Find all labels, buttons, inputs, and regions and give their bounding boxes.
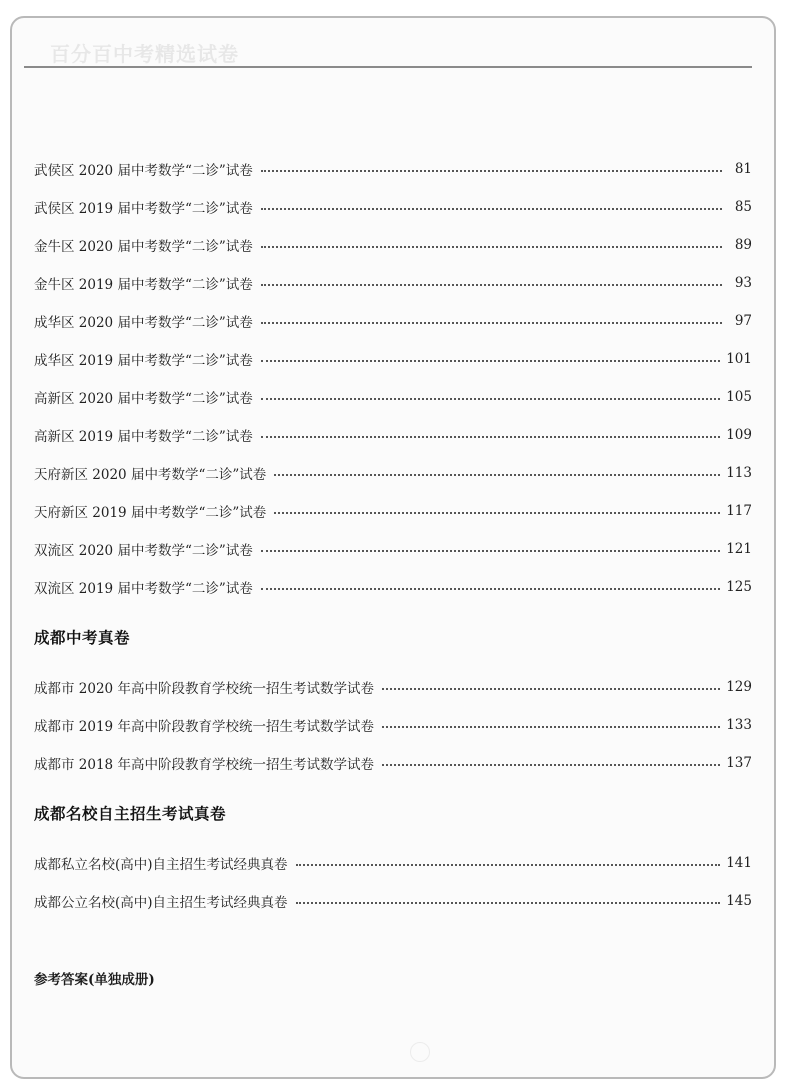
dot-leader bbox=[274, 474, 720, 476]
toc-entry[interactable] bbox=[34, 752, 752, 774]
dot-leader bbox=[261, 550, 720, 552]
toc-entry-title: 成都私立名校(高中)自主招生考试经典真卷 bbox=[34, 857, 288, 873]
dot-leader bbox=[382, 688, 720, 690]
toc-entry-page: 113 bbox=[726, 465, 752, 481]
dot-leader bbox=[296, 864, 721, 866]
toc-entry[interactable] bbox=[34, 348, 752, 370]
toc-entry[interactable] bbox=[34, 234, 752, 256]
toc-entry-title: 双流区 2019 届中考数学“二诊”试卷 bbox=[34, 581, 253, 597]
toc-entry-title: 高新区 2020 届中考数学“二诊”试卷 bbox=[34, 391, 253, 407]
dot-leader bbox=[261, 436, 720, 438]
toc-entry-page: 97 bbox=[734, 313, 752, 329]
dot-leader bbox=[296, 902, 721, 904]
answers-note: 参考答案(单独成册) bbox=[34, 972, 155, 988]
toc-entry-page: 125 bbox=[726, 579, 752, 595]
toc-entry-page: 141 bbox=[726, 855, 752, 871]
toc-entry-title: 高新区 2019 届中考数学“二诊”试卷 bbox=[34, 429, 253, 445]
toc-entry[interactable] bbox=[34, 272, 752, 294]
dot-leader bbox=[261, 246, 722, 248]
page-frame bbox=[10, 16, 776, 1079]
toc-entry-page: 145 bbox=[726, 893, 752, 909]
toc-entry[interactable] bbox=[34, 500, 752, 522]
toc-entry-page: 101 bbox=[726, 351, 752, 367]
faded-header-title: 百分百中考精选试卷 bbox=[50, 42, 239, 66]
toc-entry-title: 天府新区 2019 届中考数学“二诊”试卷 bbox=[34, 505, 267, 521]
page-header bbox=[30, 28, 750, 64]
dot-leader bbox=[382, 764, 720, 766]
toc-entry[interactable] bbox=[34, 538, 752, 560]
header-divider bbox=[24, 66, 752, 68]
toc-entry-title: 成都市 2019 年高中阶段教育学校统一招生考试数学试卷 bbox=[34, 719, 374, 735]
toc-entry[interactable] bbox=[34, 310, 752, 332]
dot-leader bbox=[261, 398, 720, 400]
dot-leader bbox=[382, 726, 720, 728]
toc-entry[interactable] bbox=[34, 158, 752, 180]
toc-entry[interactable] bbox=[34, 462, 752, 484]
dot-leader bbox=[261, 588, 720, 590]
faded-emblem-icon bbox=[410, 1042, 430, 1062]
dot-leader bbox=[261, 284, 722, 286]
toc-entry[interactable] bbox=[34, 890, 752, 912]
toc-entry-page: 129 bbox=[726, 679, 752, 695]
toc-entry-title: 成都公立名校(高中)自主招生考试经典真卷 bbox=[34, 895, 288, 911]
dot-leader bbox=[261, 360, 720, 362]
toc-entry-title: 成华区 2020 届中考数学“二诊”试卷 bbox=[34, 315, 253, 331]
dot-leader bbox=[274, 512, 720, 514]
toc-entry-title: 武侯区 2019 届中考数学“二诊”试卷 bbox=[34, 201, 253, 217]
toc-entry-page: 133 bbox=[726, 717, 752, 733]
toc-entry-page: 93 bbox=[734, 275, 752, 291]
toc-entry[interactable] bbox=[34, 424, 752, 446]
toc-entry-title: 成都市 2018 年高中阶段教育学校统一招生考试数学试卷 bbox=[34, 757, 374, 773]
toc-entry-page: 81 bbox=[734, 161, 752, 177]
toc-entry-title: 双流区 2020 届中考数学“二诊”试卷 bbox=[34, 543, 253, 559]
toc-entry[interactable] bbox=[34, 676, 752, 698]
toc-entry-page: 121 bbox=[726, 541, 752, 557]
toc-entry-title: 金牛区 2020 届中考数学“二诊”试卷 bbox=[34, 239, 253, 255]
toc-entry[interactable] bbox=[34, 576, 752, 598]
section-heading-independent-admission: 成都名校自主招生考试真卷 bbox=[34, 804, 227, 823]
toc-entry-page: 117 bbox=[726, 503, 752, 519]
dot-leader bbox=[261, 170, 722, 172]
toc-entry[interactable] bbox=[34, 196, 752, 218]
toc-entry-page: 89 bbox=[734, 237, 752, 253]
toc-entry-title: 成都市 2020 年高中阶段教育学校统一招生考试数学试卷 bbox=[34, 681, 374, 697]
toc-entry-title: 武侯区 2020 届中考数学“二诊”试卷 bbox=[34, 163, 253, 179]
toc-entry-page: 109 bbox=[726, 427, 752, 443]
dot-leader bbox=[261, 208, 722, 210]
toc-entry-page: 85 bbox=[734, 199, 752, 215]
toc-entry-page: 105 bbox=[726, 389, 752, 405]
toc-entry[interactable] bbox=[34, 852, 752, 874]
toc-entry-title: 金牛区 2019 届中考数学“二诊”试卷 bbox=[34, 277, 253, 293]
toc-entry-page: 137 bbox=[726, 755, 752, 771]
toc-entry[interactable] bbox=[34, 386, 752, 408]
section-heading-chengdu-exams: 成都中考真卷 bbox=[34, 628, 131, 647]
toc-entry-title: 成华区 2019 届中考数学“二诊”试卷 bbox=[34, 353, 253, 369]
toc-entry[interactable] bbox=[34, 714, 752, 736]
toc-entry-title: 天府新区 2020 届中考数学“二诊”试卷 bbox=[34, 467, 267, 483]
dot-leader bbox=[261, 322, 722, 324]
